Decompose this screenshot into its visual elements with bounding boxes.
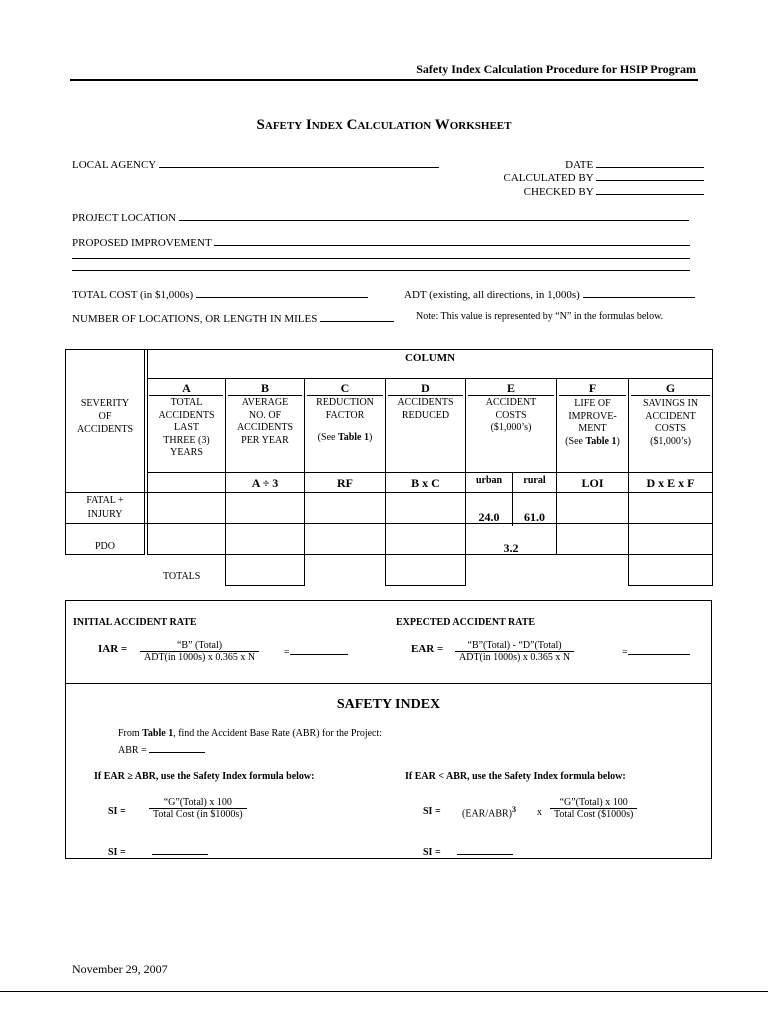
column-d-desc-2: REDUCED bbox=[401, 409, 450, 421]
iar-numerator: “B” (Total) bbox=[140, 640, 259, 652]
ear-blank[interactable] bbox=[628, 644, 690, 655]
column-a-header bbox=[148, 381, 225, 460]
footer-rule bbox=[0, 991, 768, 992]
si-left-result-label: SI = bbox=[108, 847, 126, 858]
n-note: Note: This value is represented by “N” in the formulas below. bbox=[416, 311, 664, 322]
iar-fraction bbox=[140, 640, 259, 663]
table-top-rule bbox=[65, 349, 713, 350]
column-g-desc-1: SAVINGS IN bbox=[642, 398, 699, 409]
header-rule bbox=[70, 79, 698, 81]
column-b-letter: B bbox=[260, 381, 269, 395]
column-c-desc-2: FACTOR bbox=[325, 409, 365, 421]
si-left-label: SI = bbox=[108, 806, 126, 817]
table-right-rule bbox=[712, 349, 713, 586]
column-f-desc-1: LIFE OF bbox=[574, 398, 611, 409]
table-left-bottom-rule bbox=[65, 554, 145, 555]
page-title: Safety Index Calculation Worksheet bbox=[256, 117, 512, 133]
column-e-desc-3: ($1,000’s) bbox=[490, 422, 532, 433]
footer-date: November 29, 2007 bbox=[72, 962, 168, 976]
si-right-result-label: SI = bbox=[423, 847, 441, 858]
formula-f: LOI bbox=[581, 476, 604, 490]
ear-label: EAR = bbox=[411, 643, 444, 655]
column-g-header bbox=[629, 381, 712, 448]
ear-fraction bbox=[455, 640, 574, 663]
formula-c: RF bbox=[337, 476, 353, 490]
formula-bottom-rule bbox=[65, 492, 713, 493]
fatal-label-line-2: INJURY bbox=[87, 509, 123, 520]
abr-field[interactable] bbox=[118, 742, 205, 756]
rates-divider bbox=[65, 683, 712, 684]
column-b-desc-3: ACCIDENTS bbox=[236, 422, 294, 433]
ear-denominator: ADT(in 1000s) x 0.365 x N bbox=[459, 652, 571, 663]
si-right-result[interactable] bbox=[423, 844, 513, 858]
calculated-by-line[interactable] bbox=[596, 170, 704, 181]
local-agency-label: LOCAL AGENCY bbox=[72, 159, 156, 171]
column-header: COLUMN bbox=[404, 352, 456, 364]
improvement-line-3[interactable] bbox=[72, 270, 690, 271]
iar-denominator: ADT(in 1000s) x 0.365 x N bbox=[144, 652, 256, 663]
ear-equals: = bbox=[622, 647, 628, 658]
formula-e-rural: rural bbox=[523, 475, 546, 486]
formula-d: B x C bbox=[411, 476, 440, 490]
column-c-letter: C bbox=[340, 381, 350, 395]
calculated-by-label: CALCULATED BY bbox=[503, 172, 594, 184]
column-a-desc-1: TOTAL bbox=[170, 397, 203, 408]
si-left-denominator: Total Cost (in $1000s) bbox=[153, 809, 243, 820]
si-right-denominator: Total Cost ($1000s) bbox=[554, 809, 634, 820]
date-label: DATE bbox=[565, 159, 594, 171]
column-b-desc-1: AVERAGE bbox=[241, 397, 289, 408]
iar-frac bbox=[140, 640, 259, 663]
si-right-label: SI = bbox=[423, 806, 441, 817]
checked-by-field[interactable] bbox=[524, 184, 704, 198]
column-f-desc-3: MENT bbox=[578, 423, 607, 434]
improvement-line-2[interactable] bbox=[72, 258, 690, 259]
project-location-label: PROJECT LOCATION bbox=[72, 212, 177, 224]
column-e-desc-1: ACCIDENT bbox=[485, 397, 537, 408]
ear-abr-ratio: (EAR/ABR) bbox=[462, 808, 512, 820]
column-f-desc-4: (See Table 1) bbox=[565, 435, 620, 447]
severity-line-1: SEVERITY bbox=[80, 398, 130, 409]
fatal-injury-label bbox=[66, 494, 144, 522]
si-right-factor bbox=[462, 805, 516, 819]
num-locations-line[interactable] bbox=[320, 311, 394, 322]
column-a-desc-5: YEARS bbox=[170, 447, 203, 458]
column-e-desc-2: COSTS bbox=[495, 409, 527, 421]
si-left-result[interactable] bbox=[108, 844, 208, 858]
ear-title: EXPECTED ACCIDENT RATE bbox=[396, 617, 536, 628]
si-right-numerator: “G”(Total) x 100 bbox=[550, 797, 637, 809]
column-a-desc-3: LAST bbox=[174, 422, 199, 433]
total-cost-label: TOTAL COST (in $1,000s) bbox=[72, 289, 194, 301]
si-left-numerator: “G”(Total) x 100 bbox=[149, 797, 247, 809]
column-b-header bbox=[226, 381, 304, 447]
right-condition: If EAR < ABR, use the Safety Index formula below: bbox=[405, 771, 626, 782]
si-right-blank[interactable] bbox=[457, 844, 513, 855]
abr-instr-post: , find the Accident Base Rate (ABR) for the Project: bbox=[173, 728, 383, 739]
running-header: Safety Index Calculation Procedure for HSIP Program bbox=[416, 62, 696, 76]
adt-label: ADT (existing, all directions, in 1,000s) bbox=[404, 289, 580, 301]
column-a-desc-4: THREE (3) bbox=[163, 434, 210, 446]
column-b-desc-4: PER YEAR bbox=[241, 434, 289, 446]
column-b-desc-2: NO. OF bbox=[248, 409, 282, 421]
iar-blank[interactable] bbox=[290, 644, 348, 655]
column-d-desc-1: ACCIDENTS bbox=[397, 397, 454, 408]
column-c-desc-4: (See Table 1) bbox=[317, 432, 373, 443]
si-left-blank[interactable] bbox=[152, 844, 208, 855]
formula-b: A ÷ 3 bbox=[251, 476, 279, 490]
fatal-rural-cost: 61.0 bbox=[524, 510, 545, 524]
ear-result[interactable] bbox=[622, 644, 690, 658]
iar-label: IAR = bbox=[98, 643, 128, 655]
proposed-improvement-label: PROPOSED IMPROVEMENT bbox=[72, 237, 212, 249]
column-g-desc-2: ACCIDENT bbox=[645, 410, 696, 422]
column-f-desc-2: IMPROVE- bbox=[568, 410, 617, 422]
si-right-frac bbox=[550, 797, 637, 820]
column-d-letter: D bbox=[421, 381, 430, 395]
severity-line-3: ACCIDENTS bbox=[76, 424, 134, 435]
pdo-bottom-rule bbox=[147, 554, 713, 555]
column-c-desc-1: REDUCTION bbox=[316, 397, 374, 408]
column-e-header bbox=[466, 381, 556, 435]
fatal-urban-cost: 24.0 bbox=[478, 510, 500, 524]
column-c-header bbox=[305, 381, 385, 445]
column-g-desc-4: ($1,000’s) bbox=[650, 435, 691, 447]
adt-field[interactable] bbox=[404, 287, 695, 301]
abr-instr-pre: From bbox=[118, 728, 143, 739]
calculated-by-field[interactable] bbox=[504, 170, 704, 184]
iar-equals: = bbox=[284, 647, 290, 658]
num-locations-label: NUMBER OF LOCATIONS, OR LENGTH IN MILES bbox=[72, 313, 318, 325]
si-right-times: x bbox=[537, 807, 542, 818]
date-field[interactable] bbox=[565, 157, 704, 171]
pdo-cost: 3.2 bbox=[503, 541, 519, 555]
total-g-bottom bbox=[628, 585, 713, 586]
iar-title: INITIAL ACCIDENT RATE bbox=[73, 617, 197, 628]
local-agency-field[interactable] bbox=[72, 157, 439, 171]
column-g-letter: G bbox=[665, 381, 676, 395]
ear-frac bbox=[455, 640, 574, 663]
severity-label bbox=[66, 397, 144, 436]
column-e-letter: E bbox=[506, 381, 515, 395]
formula-g: D x E x F bbox=[646, 476, 695, 490]
si-right-fraction bbox=[550, 797, 637, 820]
project-location-line[interactable] bbox=[179, 210, 689, 221]
total-d-bottom bbox=[385, 585, 466, 586]
iar-result[interactable] bbox=[284, 644, 348, 658]
column-a-desc-2: ACCIDENTS bbox=[158, 409, 215, 421]
total-b-bottom bbox=[225, 585, 305, 586]
abr-instruction bbox=[118, 728, 382, 739]
abr-label: ABR = bbox=[118, 745, 147, 756]
adt-line[interactable] bbox=[583, 287, 695, 298]
totals-label: TOTALS bbox=[163, 571, 201, 582]
column-a-letter: A bbox=[182, 381, 191, 395]
total-cost-field[interactable] bbox=[72, 287, 368, 301]
abr-instr-table: Table 1 bbox=[142, 728, 174, 739]
fatal-bottom-rule bbox=[65, 523, 713, 524]
abr-blank[interactable] bbox=[149, 742, 205, 753]
pdo-label: PDO bbox=[94, 541, 115, 552]
column-c-spacer bbox=[305, 422, 385, 432]
si-left-fraction bbox=[149, 797, 247, 820]
column-f-letter: F bbox=[588, 381, 597, 395]
column-f-header bbox=[557, 381, 628, 448]
num-locations-field[interactable] bbox=[72, 311, 394, 325]
project-location-field[interactable] bbox=[72, 210, 689, 224]
proposed-improvement-line[interactable] bbox=[214, 235, 690, 246]
si-left-frac bbox=[149, 797, 247, 820]
safety-index-title: SAFETY INDEX bbox=[336, 697, 441, 712]
date-line[interactable] bbox=[596, 157, 704, 168]
checked-by-label: CHECKED BY bbox=[523, 186, 594, 198]
ratio-exponent: 3 bbox=[512, 805, 516, 814]
total-cost-line[interactable] bbox=[196, 287, 368, 298]
left-condition: If EAR ≥ ABR, use the Safety Index formula below: bbox=[94, 771, 315, 782]
formula-e-urban: urban bbox=[475, 475, 503, 486]
fatal-label-line-1: FATAL + bbox=[86, 495, 124, 506]
local-agency-line[interactable] bbox=[159, 157, 439, 168]
checked-by-line[interactable] bbox=[596, 184, 704, 195]
desc-bottom-rule bbox=[147, 472, 713, 473]
ear-numerator: “B”(Total) - “D”(Total) bbox=[455, 640, 574, 652]
column-d-header bbox=[386, 381, 465, 422]
proposed-improvement-field[interactable] bbox=[72, 235, 690, 249]
column-g-desc-3: COSTS bbox=[654, 423, 687, 434]
severity-line-2: OF bbox=[98, 411, 112, 422]
